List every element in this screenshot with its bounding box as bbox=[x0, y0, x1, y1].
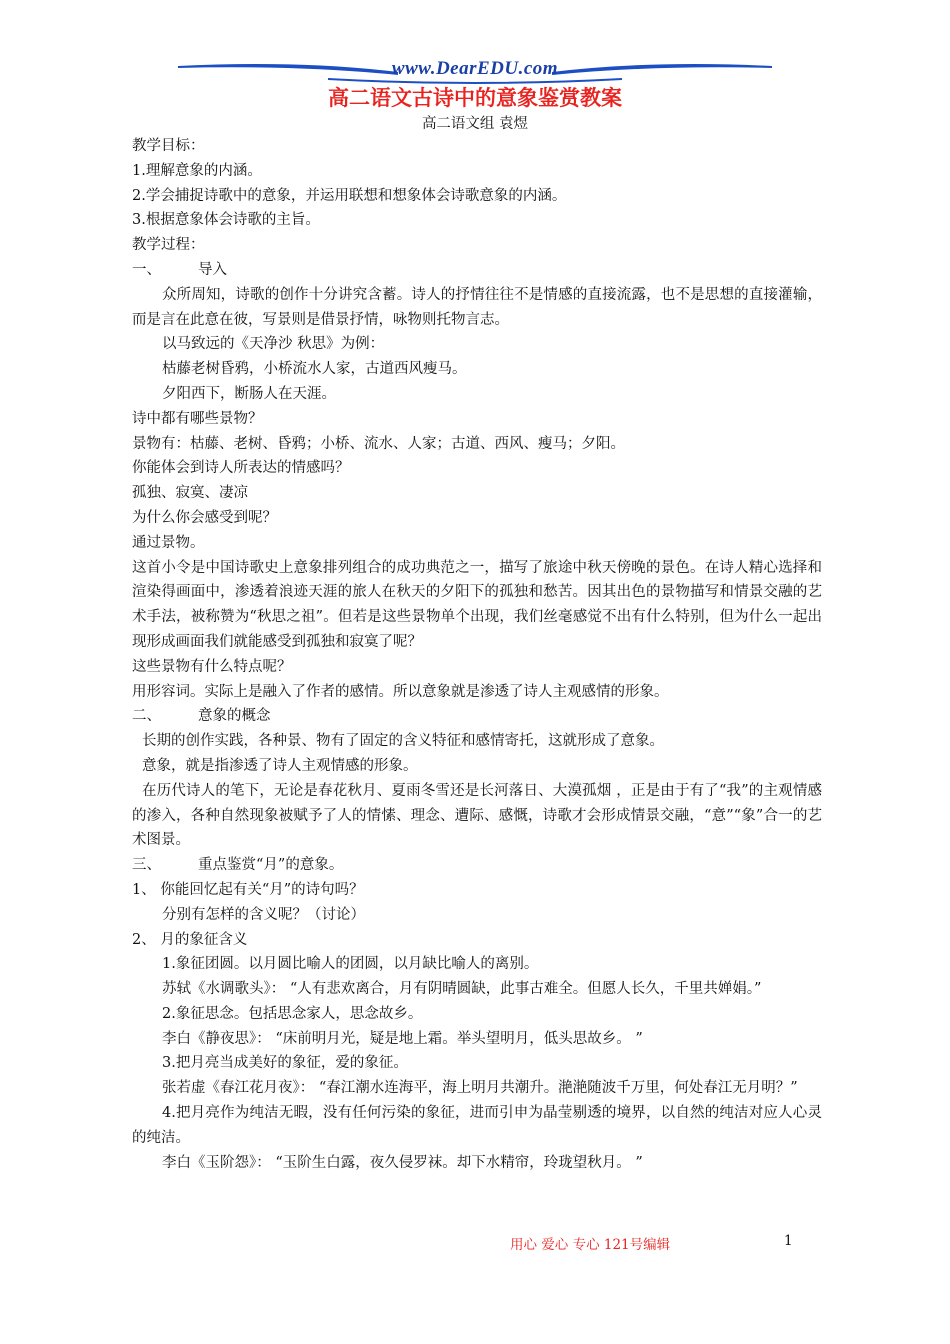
footer-motto: 用心 爱心 专心 121号编辑 bbox=[510, 1237, 671, 1253]
section-number: 三、 bbox=[132, 857, 161, 874]
objective-item: 2.学会捕捉诗歌中的意象，并运用联想和想象体会诗歌意象的内涵。 bbox=[132, 187, 567, 204]
question: 为什么你会感受到呢？ bbox=[132, 509, 277, 526]
paragraph: 这首小令是中国诗歌史上意象排列组合的成功典范之一，描写了旅途中秋天傍晚的景色。在诗人精心选择和渲染得画面中，渗透着浪迹天涯的旅人在秋天的夕阳下的孤独和愁苦。因其出色的景物描写和情景交融的艺术手法，被称赞为“秋思之祖”。但若是这些景物单个出现，我们丝毫感觉不出有什么特别，但为什么一起出现形成画面我们就能感受到孤独和寂寞了呢？ bbox=[132, 559, 822, 650]
section-title: 重点鉴赏“月”的意象。 bbox=[198, 857, 344, 874]
question: 你能体会到诗人所表达的情感吗？ bbox=[132, 460, 350, 477]
site-logo-text: www.DearEDU.com bbox=[391, 58, 559, 79]
list-item: 2、 月的象征含义 bbox=[132, 931, 248, 948]
paragraph: 以马致远的《天净沙 秋思》为例： bbox=[162, 336, 385, 353]
document-title: 高二语文古诗中的意象鉴赏教案 bbox=[328, 86, 622, 110]
poem-quote: 苏轼《水调歌头》： “人有悲欢离合，月有阴晴圆缺，此事古难全。但愿人长久，千里共婵娟。” bbox=[162, 981, 762, 998]
section-number: 一、 bbox=[132, 261, 161, 278]
document-body bbox=[132, 134, 822, 1175]
document-author: 高二语文组 袁煜 bbox=[421, 116, 529, 132]
list-item: 4.把月亮作为纯洁无暇，没有任何污染的象征，进而引申为晶莹剔透的境界，以自然的纯洁对应人心灵的纯洁。 bbox=[132, 1105, 822, 1146]
section-heading bbox=[132, 853, 822, 878]
section-label: 教学目标： bbox=[132, 138, 205, 154]
paragraph: 意象，就是指渗透了诗人主观情感的形象。 bbox=[142, 757, 418, 774]
section-heading bbox=[132, 258, 822, 283]
poem-line: 枯藤老树昏鸦，小桥流水人家，古道西风瘦马。 bbox=[162, 361, 467, 378]
poem-quote: 李白《玉阶怨》： “玉阶生白露，夜久侵罗袜。却下水精帘，玲珑望秋月。 ” bbox=[162, 1154, 643, 1171]
answer: 孤独、寂寞、凄凉 bbox=[132, 485, 248, 502]
answer: 用形容词。实际上是融入了作者的感情。所以意象就是渗透了诗人主观感情的形象。 bbox=[132, 683, 669, 700]
page-number: 1 bbox=[784, 1233, 793, 1249]
paragraph: 众所周知，诗歌的创作十分讲究含蓄。诗人的抒情往往不是情感的直接流露，也不是思想的直接灌输，而是言在此意在彼，写景则是借景抒情，咏物则托物言志。 bbox=[132, 286, 822, 328]
list-item: 1、 你能回忆起有关“月”的诗句吗？ bbox=[132, 881, 364, 898]
section-title: 意象的概念 bbox=[198, 708, 271, 725]
paragraph: 分别有怎样的含义呢？（讨论） bbox=[162, 906, 365, 923]
question: 诗中都有哪些景物？ bbox=[132, 410, 263, 427]
answer: 景物有：枯藤、老树、昏鸦；小桥、流水、人家；古道、西风、瘦马；夕阳。 bbox=[132, 435, 625, 452]
objective-item: 3.根据意象体会诗歌的主旨。 bbox=[132, 212, 320, 229]
poem-line: 夕阳西下，断肠人在天涯。 bbox=[162, 385, 336, 402]
question: 这些景物有什么特点呢？ bbox=[132, 658, 292, 675]
list-item: 2.象征思念。包括思念家人，思念故乡。 bbox=[162, 1005, 423, 1022]
objective-item: 1.理解意象的内涵。 bbox=[132, 162, 262, 179]
paragraph: 长期的创作实践，各种景、物有了固定的含义特征和感情寄托，这就形成了意象。 bbox=[142, 733, 664, 750]
section-heading bbox=[132, 704, 822, 729]
answer: 通过景物。 bbox=[132, 534, 205, 551]
section-number: 二、 bbox=[132, 708, 161, 725]
list-item: 1.象征团圆。以月圆比喻人的团圆，以月缺比喻人的离别。 bbox=[162, 956, 539, 973]
paragraph: 在历代诗人的笔下，无论是春花秋月、夏雨冬雪还是长河落日、大漠孤烟 ，正是由于有了“我”的主观情感的渗入，各种自然现象被赋予了人的情愫、理念、遭际、感慨，诗歌才会形成情景交融，“意”“象”合一的艺术图景。 bbox=[132, 782, 822, 849]
list-item: 3.把月亮当成美好的象征，爱的象征。 bbox=[162, 1055, 408, 1072]
section-label: 教学过程： bbox=[132, 237, 205, 254]
poem-quote: 张若虚《春江花月夜》： “春江潮水连海平，海上明月共潮升。滟滟随波千万里，何处春江无月明？” bbox=[162, 1080, 798, 1097]
poem-quote: 李白《静夜思》： “床前明月光，疑是地上霜。举头望明月，低头思故乡。 ” bbox=[162, 1030, 643, 1047]
section-title: 导入 bbox=[198, 261, 227, 278]
